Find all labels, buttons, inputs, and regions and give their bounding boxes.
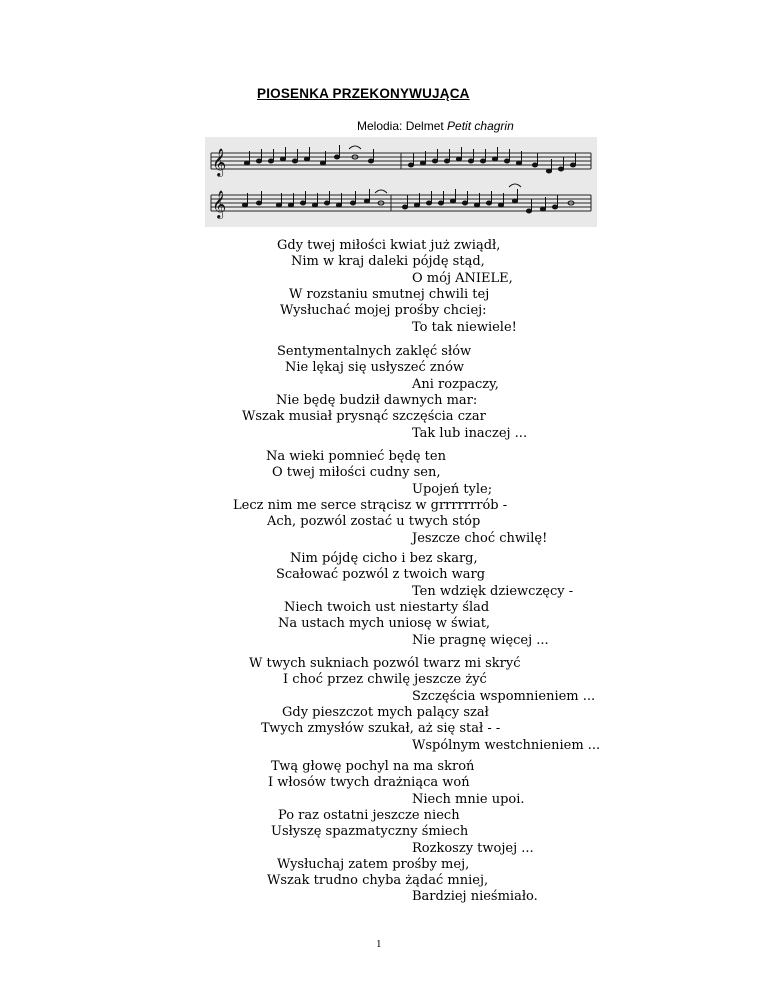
lyric-line: Rozkoszy twojej ... [412,840,534,856]
lyric-line: Wysłuchaj zatem prośby mej, [277,856,470,872]
lyric-line: Ani rozpaczy, [412,376,499,392]
lyric-line: Wszak trudno chyba żądać mniej, [267,873,489,889]
lyric-line: Nie pragnę więcej ... [412,632,549,648]
lyric-line: Bardziej nieśmiało. [412,889,538,905]
lyric-line: To tak niewiele! [412,319,517,335]
lyric-line: O twej miłości cudny sen, [272,465,441,481]
lyric-line: Nim pójdę cicho i bez skarg, [290,551,478,566]
lyric-line: Na ustach mych uniosę w świat, [278,616,491,632]
lyric-line: Nie będę budził dawnych mar: [276,392,478,408]
lyric-line: Niech twoich ust niestarty ślad [284,599,490,615]
lyric-line: Scałować pozwól z twoich warg [276,567,486,583]
lyric-line: Twych zmysłów szukał, aż się stał - - [261,721,501,737]
lyric-line: Upojeń tyle; [412,481,493,497]
sheet-music-image [205,137,597,227]
song-title: PIOSENKA PRZEKONYWUJĄCA [257,86,470,101]
lyric-line: Nim w kraj daleki pójdę stąd, [291,254,485,270]
lyric-line: Ten wdzięk dziewczęcy - [412,583,574,599]
lyric-line: I włosów twych drażniąca woń [268,775,470,791]
lyric-line: O mój ANIELE, [412,270,513,286]
svg-text:𝄞: 𝄞 [212,148,227,176]
lyric-line: Usłyszę spazmatyczny śmiech [271,824,469,840]
lyric-line: Tak lub inaczej ... [412,425,528,441]
svg-text:𝄞: 𝄞 [212,190,227,218]
lyric-line: Jeszcze choć chwilę! [412,530,548,546]
lyric-line: Nie lękaj się usłyszeć znów [285,360,465,376]
lyric-line: W rozstaniu smutnej chwili tej [289,286,490,302]
lyric-line: Lecz nim me serce strącisz w grrrrrrrób - [233,497,508,513]
lyric-line: Gdy pieszczot mych palący szał [282,704,489,720]
lyric-line: Wspólnym westchnieniem ... [412,737,601,753]
lyric-line: Po raz ostatni jeszcze niech [278,807,460,823]
lyric-line: Niech mnie upoi. [412,791,525,807]
lyric-line: Ach, pozwól zostać u twych stóp [267,514,481,530]
lyric-line: Twą głowę pochyl na ma skroń [271,759,475,774]
lyric-line: Wszak musiał prysnąć szczęścia czar [242,409,486,425]
lyric-line: Sentymentalnych zaklęć słów [277,344,472,359]
lyric-line: I choć przez chwilę jeszcze żyć [283,672,487,688]
lyric-line: Gdy twej miłości kwiat już zwiądł, [277,238,501,253]
lyric-line: Wysłuchać mojej prośby chciej: [280,303,487,319]
lyric-line: Na wieki pomnieć będę ten [266,449,446,464]
lyric-line: W twych sukniach pozwól twarz mi skryć [249,656,521,671]
melody-prefix: Melodia: Delmet [357,119,448,133]
lyric-line: Szczęścia wspomnieniem ... [412,688,596,704]
melody-credit [357,119,514,133]
page-number: 1 [376,938,382,950]
melody-work: Petit chagrin [447,119,514,133]
